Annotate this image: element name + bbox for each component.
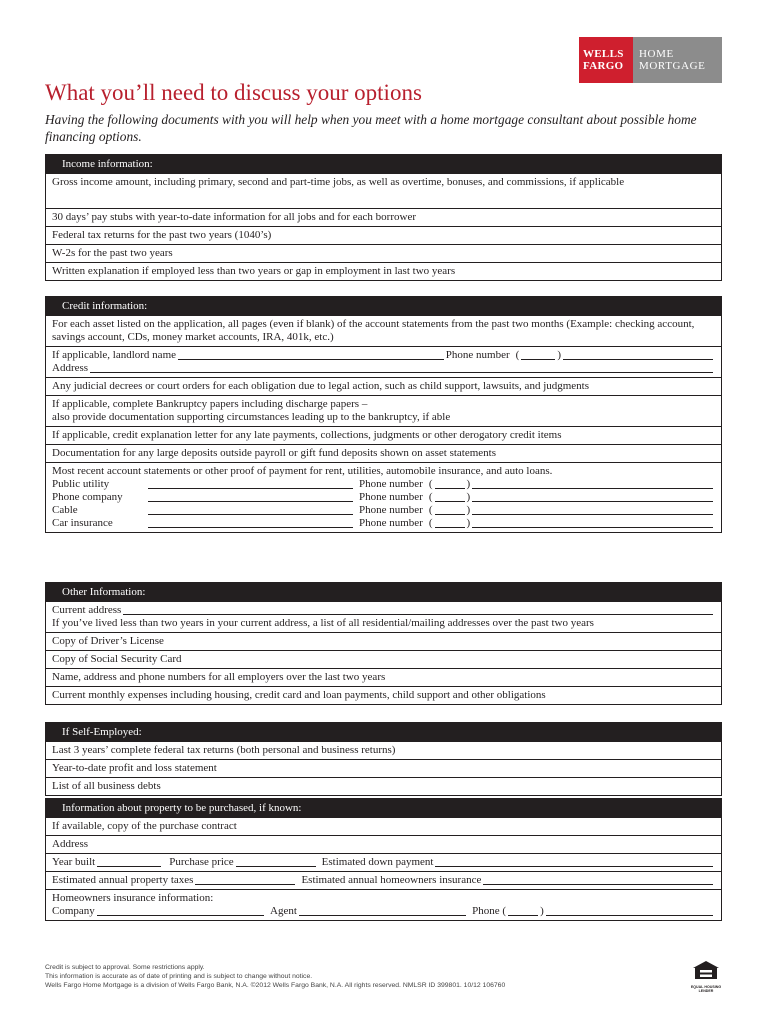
credit-section (45, 296, 722, 533)
payee-phone-paren-close: ) (466, 478, 471, 490)
footer-line: Wells Fargo Home Mortgage is a division of Wells Fargo Bank, N.A. ©2012 Wells Fargo Bank, N.A. All rights reserved. NMLSR ID 399801. 10/12 106760 (45, 982, 506, 989)
logo-unit-block (633, 37, 722, 83)
payee-phone-field[interactable] (472, 500, 713, 502)
house-icon (690, 960, 722, 980)
payee-label: Public utility (52, 478, 110, 490)
landlord-label: If applicable, landlord name (52, 349, 177, 361)
current-address-label: Current address (52, 604, 122, 616)
logo-brand-line2: FARGO (583, 60, 624, 72)
homeowners-insurance-field[interactable] (483, 883, 713, 885)
payee-row (52, 491, 715, 504)
credit-asset-statements: For each asset listed on the application, all pages (even if blank) of the account statements from the past two months (Example: checking account, savings account, CDs, money market accounts, IRA, 401k, etc.) (46, 315, 721, 346)
payee-row (52, 517, 715, 530)
purchase-price-field[interactable] (236, 865, 316, 867)
property-contract: If available, copy of the purchase contract (46, 817, 721, 835)
credit-deposits: Documentation for any large deposits outside payroll or gift fund deposits shown on asset statements (46, 444, 721, 462)
payee-phone-field[interactable] (472, 526, 713, 528)
logo-unit-line1: HOME (639, 48, 674, 60)
payee-area-code-field[interactable] (435, 487, 465, 489)
payee-area-code-field[interactable] (435, 513, 465, 515)
wells-fargo-logo (579, 37, 722, 83)
payee-phone-paren-close: ) (466, 491, 471, 503)
landlord-phone-paren-close: ) (557, 349, 561, 361)
ho-phone-field[interactable] (546, 914, 713, 916)
payee-area-code-field[interactable] (435, 500, 465, 502)
income-header: Income information: (46, 155, 721, 173)
down-payment-label: Estimated down payment (321, 856, 434, 868)
payee-row (52, 478, 715, 491)
landlord-name-field[interactable] (178, 358, 444, 360)
other-item: Name, address and phone numbers for all employers over the last two years (46, 668, 721, 686)
eho-line1: EQUAL HOUSING (690, 985, 722, 989)
logo-brand-line1: WELLS (583, 48, 624, 60)
landlord-phone-field[interactable] (563, 358, 713, 360)
income-item: W-2s for the past two years (46, 244, 721, 262)
intro-text: Having the following documents with you will help when you meet with a home mortgage consultant about possible home financing options. (45, 112, 697, 144)
ho-phone-label: Phone ( (472, 905, 507, 917)
self-employed-item: List of all business debts (46, 777, 721, 795)
ho-info-label: Homeowners insurance information: (52, 892, 214, 904)
payee-phone-paren-close: ) (466, 504, 471, 516)
other-section (45, 582, 722, 705)
income-item: 30 days’ pay stubs with year-to-date information for all jobs and for each borrower (46, 208, 721, 226)
payee-phone-paren-close: ) (466, 517, 471, 529)
payee-phone-field[interactable] (472, 513, 713, 515)
other-item: Copy of Driver’s License (46, 632, 721, 650)
self-employed-section (45, 722, 722, 796)
payee-phone-label: Phone number (359, 491, 423, 503)
year-built-field[interactable] (97, 865, 161, 867)
bankruptcy-line1: If applicable, complete Bankruptcy papers including discharge papers – (52, 398, 368, 410)
ho-area-code-field[interactable] (508, 914, 538, 916)
logo-unit-line2: MORTGAGE (639, 60, 706, 72)
property-taxes-row (46, 871, 721, 889)
payee-field[interactable] (148, 513, 353, 515)
eho-text (690, 985, 722, 993)
agent-field[interactable] (299, 914, 466, 916)
payee-row (52, 504, 715, 517)
equal-housing-lender-logo (690, 960, 722, 993)
self-employed-item: Year-to-date profit and loss statement (46, 759, 721, 777)
ho-insurance-block (46, 889, 721, 920)
payee-phone-field[interactable] (472, 487, 713, 489)
income-item: Federal tax returns for the past two years (1040’s) (46, 226, 721, 244)
payee-phone-paren: ( (428, 491, 433, 503)
other-item: Current monthly expenses including housing, credit card and loan payments, child support and other obligations (46, 686, 721, 704)
payee-area-code-field[interactable] (435, 526, 465, 528)
current-address-field[interactable] (123, 613, 713, 615)
bankruptcy-line2: also provide documentation supporting circumstances leading up to the bankruptcy, if able (52, 411, 451, 423)
payee-field[interactable] (148, 500, 353, 502)
year-built-label: Year built (52, 856, 96, 868)
property-address-label: Address (52, 838, 89, 850)
logo-brand-block (579, 37, 633, 83)
company-field[interactable] (97, 914, 264, 916)
other-header: Other Information: (46, 583, 721, 601)
landlord-address-label: Address (52, 362, 89, 374)
payee-field[interactable] (148, 526, 353, 528)
payee-phone-label: Phone number (359, 478, 423, 490)
other-item: Copy of Social Security Card (46, 650, 721, 668)
property-header: Information about property to be purchased, if known: (46, 799, 721, 817)
agent-label: Agent (270, 905, 297, 917)
self-employed-header: If Self-Employed: (46, 723, 721, 741)
income-item: Written explanation if employed less than two years or gap in employment in last two years (46, 262, 721, 280)
credit-judicial: Any judicial decrees or court orders for each obligation due to legal action, such as child support, lawsuits, and judgments (46, 377, 721, 395)
income-item: Gross income amount, including primary, second and part-time jobs, as well as overtime, bonuses, and commissions, if applicable (46, 173, 721, 208)
page-title: What you’ll need to discuss your options (45, 80, 422, 105)
property-details-row (46, 853, 721, 871)
payee-field[interactable] (148, 487, 353, 489)
payee-phone-paren: ( (428, 504, 433, 516)
property-taxes-field[interactable] (195, 883, 295, 885)
income-section (45, 154, 722, 281)
other-address-block (46, 601, 721, 632)
self-employed-item: Last 3 years’ complete federal tax returns (both personal and business returns) (46, 741, 721, 759)
property-taxes-label: Estimated annual property taxes (52, 874, 194, 886)
purchase-price-label: Purchase price (169, 856, 234, 868)
footer-line: Credit is subject to approval. Some restrictions apply. (45, 964, 205, 971)
credit-payees-block (46, 462, 721, 532)
credit-explanation: If applicable, credit explanation letter for any late payments, collections, judgments or other derogatory credit items (46, 426, 721, 444)
payee-phone-paren: ( (428, 478, 433, 490)
payee-label: Car insurance (52, 517, 113, 529)
landlord-phone-paren: ( (515, 349, 520, 361)
credit-header: Credit information: (46, 297, 721, 315)
ho-phone-paren-close: ) (540, 905, 544, 917)
credit-landlord-block (46, 346, 721, 377)
homeowners-insurance-label: Estimated annual homeowners insurance (301, 874, 482, 886)
payee-phone-label: Phone number (359, 517, 423, 529)
landlord-address-field[interactable] (90, 371, 713, 373)
payee-phone-label: Phone number (359, 504, 423, 516)
recent-statements: Most recent account statements or other proof of payment for rent, utilities, automobile insurance, and auto loans. (52, 465, 553, 477)
property-address-row (46, 835, 721, 853)
eho-line2: LENDER (698, 989, 714, 993)
company-label: Company (52, 905, 95, 917)
payee-label: Phone company (52, 491, 123, 503)
footer-line: This information is accurate as of date of printing and is subject to change without notice. (45, 973, 313, 980)
credit-bankruptcy (46, 395, 721, 426)
property-section (45, 798, 722, 921)
lived-less-text: If you’ve lived less than two years in your current address, a list of all residential/mailing addresses over the past two years (52, 617, 594, 629)
landlord-phone-label: Phone number (445, 349, 510, 361)
landlord-area-code-field[interactable] (521, 358, 555, 360)
payee-phone-paren: ( (428, 517, 433, 529)
footer-disclaimer (45, 963, 505, 990)
payee-label: Cable (52, 504, 78, 516)
down-payment-field[interactable] (435, 865, 713, 867)
